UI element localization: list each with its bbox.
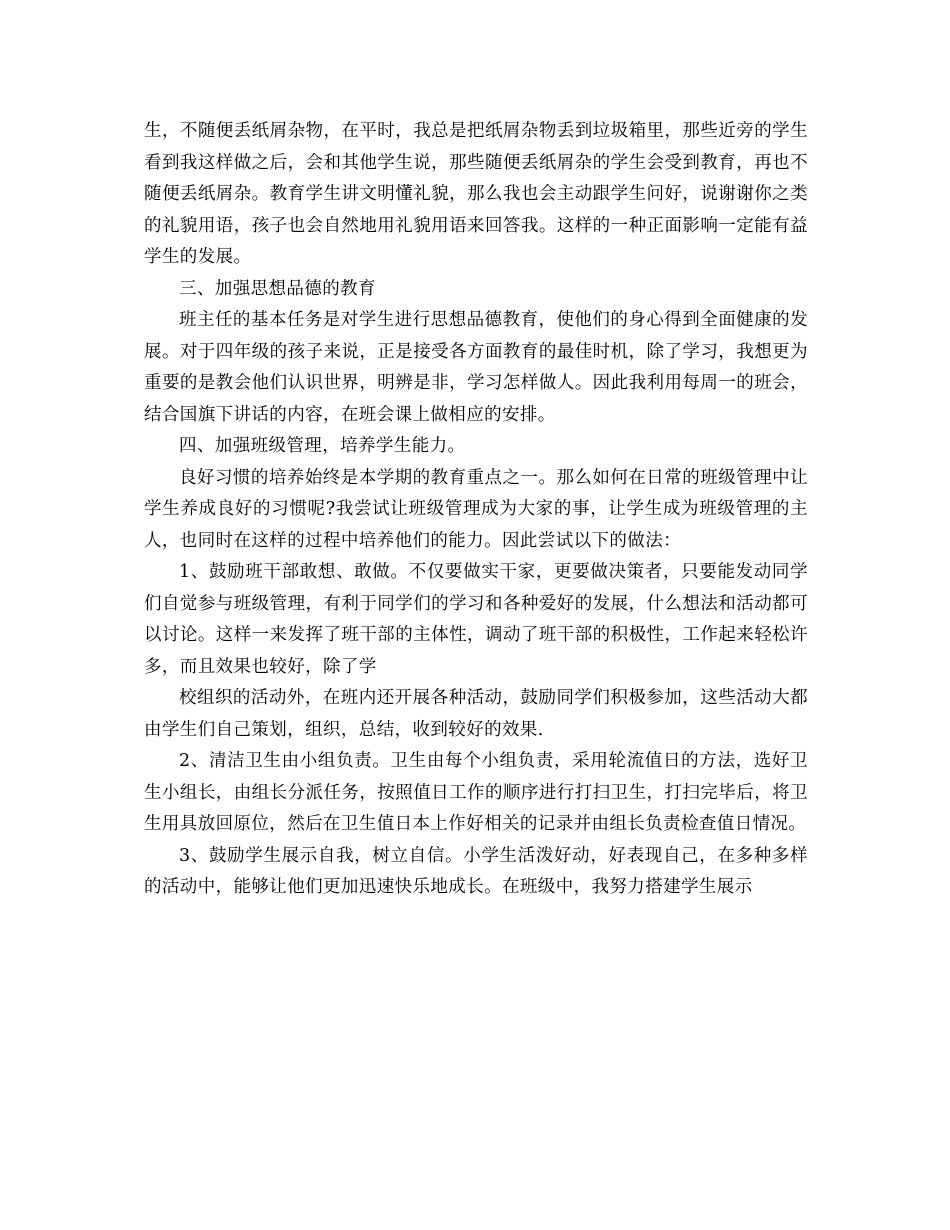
list-item-2: 2、清洁卫生由小组负责。卫生由每个小组负责，采用轮流值日的方法，选好卫生小组长，由组长分派任务，按照值日工作的顺序进行打扫卫生，打扫完毕后，将卫生用具放回原位，然后在卫生值日本上作好相关的记录并由组长负责检查值日情况。	[144, 751, 808, 834]
list-item-3: 3、鼓励学生展示自我，树立自信。小学生活泼好动，好表现自己，在多种多样的活动中，能够让他们更加迅速快乐地成长。在班级中，我努力搭建学生展示	[144, 845, 808, 897]
list-item-1: 1、鼓励班干部敢想、敢做。不仅要做实干家，更要做决策者，只要能发动同学们自觉参与班级管理，有利于同学们的学习和各种爱好的发展，什么想法和活动都可以讨论。这样一来发挥了班干部的主体性，调动了班干部的积极性，工作起来轻松许多，而且效果也较好，除了学	[144, 562, 808, 677]
heading-section-4: 四、加强班级管理，培养学生能力。	[179, 436, 466, 456]
heading-section-3: 三、加强思想品德的教育	[179, 278, 376, 299]
document-body	[144, 116, 808, 904]
paragraph-2: 班主任的基本任务是对学生进行思想品德教育，使他们的身心得到全面健康的发展。对于四年级的孩子来说，正是接受各方面教育的最佳时机，除了学习，我想更为重要的是教会他们认识世界，明辨是非，学习怎样做人。因此我利用每周一的班会，结合国旗下讲话的内容，在班会课上做相应的安排。	[144, 310, 808, 425]
paragraph-1: 生，不随便丢纸屑杂物，在平时，我总是把纸屑杂物丢到垃圾箱里，那些近旁的学生看到我这样做之后，会和其他学生说，那些随便丢纸屑杂的学生会受到教育，再也不随便丢纸屑杂。教育学生讲文明懂礼貌，那么我也会主动跟学生问好，说谢谢你之类的礼貌用语，孩子也会自然地用礼貌用语来回答我。这样的一种正面影响一定能有益学生的发展。	[144, 121, 808, 267]
list-item-1-continued: 校组织的活动外，在班内还开展各种活动，鼓励同学们积极参加，这些活动大都由学生们自己策划，组织，总结，收到较好的效果.	[144, 688, 808, 740]
paragraph-3: 良好习惯的培养始终是本学期的教育重点之一。那么如何在日常的班级管理中让学生养成良好的习惯呢?我尝试让班级管理成为大家的事，让学生成为班级管理的主人，也同时在这样的过程中培养他们的能力。因此尝试以下的做法：	[144, 467, 808, 551]
